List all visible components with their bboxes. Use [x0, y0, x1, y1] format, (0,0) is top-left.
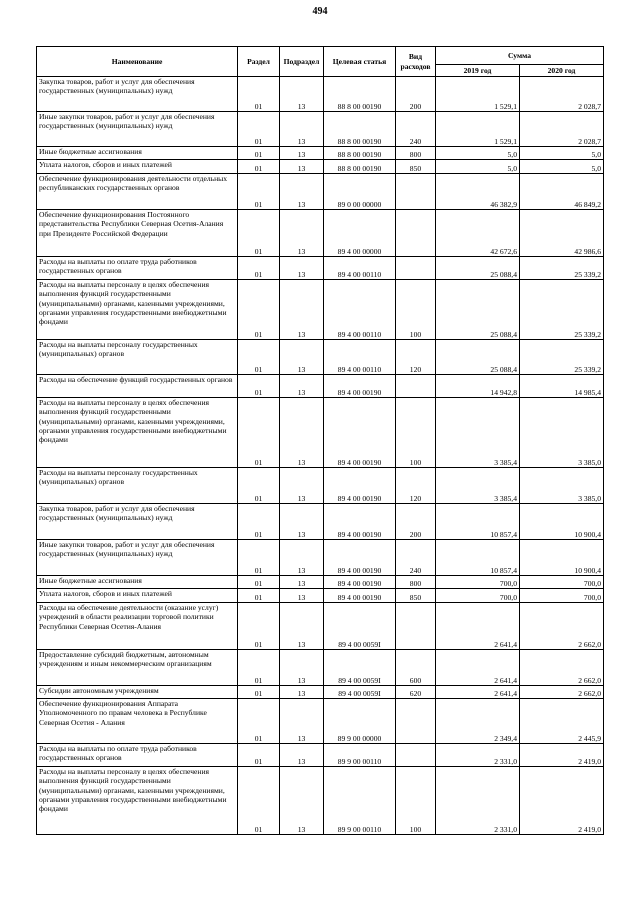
row-section: 01	[238, 257, 280, 280]
header-subsection: Подраздел	[280, 47, 324, 77]
row-sum-2019: 42 672,6	[436, 210, 520, 257]
row-expense: 850	[396, 589, 436, 603]
row-name: Закупка товаров, работ и услуг для обеспечения государственных (муниципальных) нужд	[37, 77, 238, 112]
row-expense	[396, 375, 436, 398]
row-sum-2020: 2 662,0	[520, 650, 604, 686]
row-target: 89 4 00 00190	[324, 540, 396, 576]
row-target: 89 4 00 00110	[324, 280, 396, 340]
row-expense	[396, 603, 436, 650]
row-sum-2020: 2 662,0	[520, 686, 604, 699]
row-name: Расходы на выплаты персоналу в целях обеспечения выполнения функций государственными (муниципальными) органами, казенными учреждениями, органами управления государственными внебюджетными фондами	[37, 767, 238, 835]
row-subsection: 13	[280, 699, 324, 744]
row-expense	[396, 699, 436, 744]
row-target: 89 4 00 00190	[324, 504, 396, 540]
row-sum-2019: 3 385,4	[436, 398, 520, 468]
table-row	[37, 160, 604, 174]
row-target: 89 4 00 00190	[324, 576, 396, 589]
row-sum-2020: 3 385,0	[520, 468, 604, 504]
table-row	[37, 767, 604, 835]
row-sum-2019: 5,0	[436, 147, 520, 160]
row-section: 01	[238, 340, 280, 375]
row-subsection: 13	[280, 468, 324, 504]
row-sum-2019: 10 857,4	[436, 504, 520, 540]
row-subsection: 13	[280, 603, 324, 650]
row-name: Уплата налогов, сборов и иных платежей	[37, 160, 238, 174]
row-sum-2019: 3 385,4	[436, 468, 520, 504]
row-sum-2020: 25 339,2	[520, 280, 604, 340]
budget-table	[36, 46, 604, 835]
row-name: Обеспечение функционирования деятельности отдельных республиканских государственных органов	[37, 174, 238, 210]
row-expense: 800	[396, 147, 436, 160]
table-body	[37, 77, 604, 835]
row-sum-2019: 700,0	[436, 589, 520, 603]
row-sum-2020: 10 900,4	[520, 540, 604, 576]
row-sum-2020: 46 849,2	[520, 174, 604, 210]
table-row	[37, 210, 604, 257]
row-name: Расходы на выплаты персоналу государственных (муниципальных) органов	[37, 340, 238, 375]
row-target: 89 4 00 0059I	[324, 650, 396, 686]
row-section: 01	[238, 147, 280, 160]
row-section: 01	[238, 650, 280, 686]
row-section: 01	[238, 160, 280, 174]
row-expense: 120	[396, 468, 436, 504]
table-row	[37, 603, 604, 650]
row-section: 01	[238, 468, 280, 504]
row-section: 01	[238, 589, 280, 603]
row-section: 01	[238, 744, 280, 767]
row-subsection: 13	[280, 210, 324, 257]
row-expense	[396, 210, 436, 257]
row-target: 88 8 00 00190	[324, 77, 396, 112]
row-subsection: 13	[280, 650, 324, 686]
row-target: 89 0 00 00000	[324, 174, 396, 210]
row-sum-2020: 2 028,7	[520, 77, 604, 112]
row-name: Предоставление субсидий бюджетным, автономным учреждениям и иным некоммерческим организациям	[37, 650, 238, 686]
row-subsection: 13	[280, 77, 324, 112]
row-expense	[396, 174, 436, 210]
table-row	[37, 257, 604, 280]
row-name: Расходы на обеспечение функций государственных органов	[37, 375, 238, 398]
row-subsection: 13	[280, 744, 324, 767]
row-section: 01	[238, 603, 280, 650]
row-section: 01	[238, 77, 280, 112]
row-sum-2020: 2 028,7	[520, 112, 604, 147]
table-row	[37, 699, 604, 744]
row-sum-2020: 700,0	[520, 576, 604, 589]
row-name: Иные бюджетные ассигнования	[37, 576, 238, 589]
row-subsection: 13	[280, 767, 324, 835]
row-sum-2020: 5,0	[520, 160, 604, 174]
table-row	[37, 398, 604, 468]
header-expense: Вид расходов	[396, 47, 436, 77]
row-target: 89 4 00 00110	[324, 340, 396, 375]
row-name: Иные закупки товаров, работ и услуг для обеспечения государственных (муниципальных) нужд	[37, 112, 238, 147]
row-target: 89 9 00 00000	[324, 699, 396, 744]
row-section: 01	[238, 540, 280, 576]
row-section: 01	[238, 375, 280, 398]
table-row	[37, 174, 604, 210]
row-sum-2020: 2 419,0	[520, 767, 604, 835]
row-sum-2020: 42 986,6	[520, 210, 604, 257]
header-name: Наименование	[37, 47, 238, 77]
row-name: Расходы на выплаты по оплате труда работников государственных органов	[37, 257, 238, 280]
row-subsection: 13	[280, 576, 324, 589]
row-sum-2019: 25 088,4	[436, 257, 520, 280]
row-subsection: 13	[280, 257, 324, 280]
row-subsection: 13	[280, 540, 324, 576]
row-sum-2019: 700,0	[436, 576, 520, 589]
row-sum-2020: 2 662,0	[520, 603, 604, 650]
row-section: 01	[238, 686, 280, 699]
row-expense: 240	[396, 540, 436, 576]
row-target: 88 8 00 00190	[324, 112, 396, 147]
table-row	[37, 576, 604, 589]
header-year-2020: 2020 год	[520, 65, 604, 77]
row-subsection: 13	[280, 112, 324, 147]
row-subsection: 13	[280, 686, 324, 699]
row-sum-2019: 14 942,8	[436, 375, 520, 398]
row-sum-2020: 2 419,0	[520, 744, 604, 767]
header-target: Целевая статья	[324, 47, 396, 77]
row-target: 89 4 00 00190	[324, 375, 396, 398]
row-target: 88 8 00 00190	[324, 160, 396, 174]
row-section: 01	[238, 576, 280, 589]
row-target: 89 9 00 00110	[324, 744, 396, 767]
row-subsection: 13	[280, 174, 324, 210]
row-name: Иные бюджетные ассигнования	[37, 147, 238, 160]
row-expense: 800	[396, 576, 436, 589]
row-sum-2020: 14 985,4	[520, 375, 604, 398]
row-subsection: 13	[280, 504, 324, 540]
row-section: 01	[238, 699, 280, 744]
row-expense	[396, 744, 436, 767]
row-target: 89 4 00 00110	[324, 257, 396, 280]
row-expense	[396, 257, 436, 280]
row-section: 01	[238, 280, 280, 340]
row-name: Обеспечение функционирования Постоянного представительства Республики Северная Осетия-Алания при Президенте Российской Федерации	[37, 210, 238, 257]
row-subsection: 13	[280, 340, 324, 375]
row-sum-2019: 2 641,4	[436, 650, 520, 686]
row-expense: 850	[396, 160, 436, 174]
row-target: 89 4 00 00190	[324, 589, 396, 603]
table-row	[37, 744, 604, 767]
row-target: 89 4 00 00000	[324, 210, 396, 257]
row-expense: 620	[396, 686, 436, 699]
row-sum-2019: 1 529,1	[436, 77, 520, 112]
row-sum-2020: 3 385,0	[520, 398, 604, 468]
row-subsection: 13	[280, 147, 324, 160]
row-sum-2019: 10 857,4	[436, 540, 520, 576]
row-name: Расходы на выплаты по оплате труда работников государственных органов	[37, 744, 238, 767]
row-sum-2019: 25 088,4	[436, 280, 520, 340]
table-row	[37, 468, 604, 504]
row-expense: 100	[396, 767, 436, 835]
row-sum-2019: 1 529,1	[436, 112, 520, 147]
row-target: 89 4 00 00190	[324, 468, 396, 504]
row-sum-2019: 2 641,4	[436, 603, 520, 650]
table-header	[37, 47, 604, 77]
row-section: 01	[238, 174, 280, 210]
row-expense: 240	[396, 112, 436, 147]
row-name: Обеспечение функционирования Аппарата Уполномоченного по правам человека в Республике Северная Осетия - Алания	[37, 699, 238, 744]
row-expense: 200	[396, 77, 436, 112]
row-target: 88 8 00 00190	[324, 147, 396, 160]
row-section: 01	[238, 767, 280, 835]
row-name: Расходы на обеспечение деятельности (оказание услуг) учреждений в области реализации торговой политики Республики Северная Осетия-Алания	[37, 603, 238, 650]
row-name: Уплата налогов, сборов и иных платежей	[37, 589, 238, 603]
table-row	[37, 650, 604, 686]
row-sum-2019: 25 088,4	[436, 340, 520, 375]
row-sum-2019: 2 331,0	[436, 767, 520, 835]
row-subsection: 13	[280, 160, 324, 174]
row-subsection: 13	[280, 398, 324, 468]
row-sum-2019: 2 349,4	[436, 699, 520, 744]
header-sum: Сумма	[436, 47, 604, 65]
table-row	[37, 340, 604, 375]
table-row	[37, 112, 604, 147]
row-sum-2020: 5,0	[520, 147, 604, 160]
table-row	[37, 540, 604, 576]
row-target: 89 4 00 0059I	[324, 603, 396, 650]
row-expense: 200	[396, 504, 436, 540]
table-row	[37, 589, 604, 603]
row-name: Субсидии автономным учреждениям	[37, 686, 238, 699]
table-row	[37, 147, 604, 160]
row-sum-2019: 2 641,4	[436, 686, 520, 699]
row-sum-2019: 46 382,9	[436, 174, 520, 210]
row-section: 01	[238, 112, 280, 147]
row-subsection: 13	[280, 375, 324, 398]
row-sum-2019: 5,0	[436, 160, 520, 174]
row-sum-2020: 700,0	[520, 589, 604, 603]
row-sum-2020: 25 339,2	[520, 340, 604, 375]
row-section: 01	[238, 398, 280, 468]
row-subsection: 13	[280, 589, 324, 603]
row-sum-2019: 2 331,0	[436, 744, 520, 767]
row-sum-2020: 2 445,9	[520, 699, 604, 744]
header-section: Раздел	[238, 47, 280, 77]
table-row	[37, 504, 604, 540]
table-row	[37, 686, 604, 699]
table-row	[37, 375, 604, 398]
row-sum-2020: 10 900,4	[520, 504, 604, 540]
row-target: 89 9 00 00110	[324, 767, 396, 835]
row-expense: 600	[396, 650, 436, 686]
row-name: Расходы на выплаты персоналу в целях обеспечения выполнения функций государственными (муниципальными) органами, казенными учреждениями, органами управления государственными внебюджетными фондами	[37, 398, 238, 468]
table-row	[37, 280, 604, 340]
header-year-2019: 2019 год	[436, 65, 520, 77]
row-subsection: 13	[280, 280, 324, 340]
row-expense: 100	[396, 398, 436, 468]
row-expense: 120	[396, 340, 436, 375]
row-name: Расходы на выплаты персоналу в целях обеспечения выполнения функций государственными (муниципальными) органами, казенными учреждениями, органами управления государственными внебюджетными фондами	[37, 280, 238, 340]
row-target: 89 4 00 00190	[324, 398, 396, 468]
row-section: 01	[238, 210, 280, 257]
page-number: 494	[312, 6, 328, 17]
row-sum-2020: 25 339,2	[520, 257, 604, 280]
row-name: Закупка товаров, работ и услуг для обеспечения государственных (муниципальных) нужд	[37, 504, 238, 540]
row-target: 89 4 00 0059I	[324, 686, 396, 699]
row-name: Расходы на выплаты персоналу государственных (муниципальных) органов	[37, 468, 238, 504]
row-expense: 100	[396, 280, 436, 340]
row-section: 01	[238, 504, 280, 540]
row-name: Иные закупки товаров, работ и услуг для обеспечения государственных (муниципальных) нужд	[37, 540, 238, 576]
table-row	[37, 77, 604, 112]
